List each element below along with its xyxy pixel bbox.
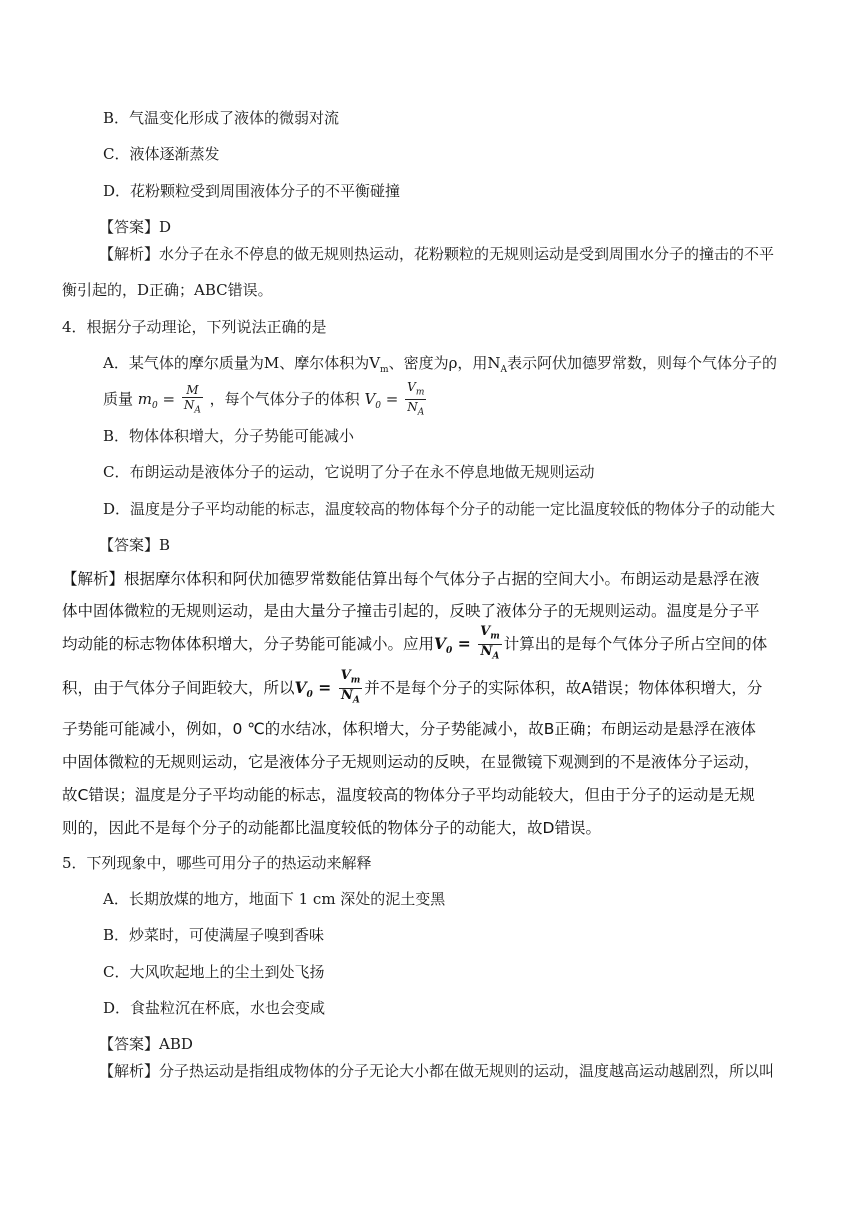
q4-option-b: B．物体体积增大，分子势能可能减小 <box>103 427 355 445</box>
q5-option-b: B．炒菜时，可使满屋子嗅到香味 <box>103 926 325 944</box>
q4-option-a-text-2b: ，每个气体分子的体积 <box>209 389 360 408</box>
mass-fraction: $\frac{M}{N_A}$ <box>183 382 201 416</box>
q4-analysis-line-4: 积，由于气体分子间距较大，所以$V_0$ = $\frac{V_m}{N_A}$ 并不是每个分子的实际体积，故A错误；物体体积增大，分 <box>62 668 763 706</box>
q5-stem: 5．下列现象中，哪些可用分子的热运动来解释 <box>62 854 372 872</box>
q4-analysis-line-1: 【解析】根据摩尔体积和阿伏加德罗常数能估算出每个气体分子占据的空间大小。布朗运动是悬浮在液 <box>62 570 760 588</box>
volume-fraction: $\frac{V_m}{N_A}$ <box>407 380 425 418</box>
analysis-formula-1: $V_0$ = <box>434 634 477 657</box>
q4-option-c: C．布朗运动是液体分子的运动，它说明了分子在永不停息地做无规则运动 <box>103 463 595 481</box>
q4-stem: 4．根据分子动理论，下列说法正确的是 <box>62 318 327 336</box>
q5-option-a: A．长期放煤的地方，地面下 1 cm 深处的泥土变黑 <box>103 890 446 908</box>
q5-analysis-line-1: 【解析】分子热运动是指组成物体的分子无论大小都在做无规则的运动，温度越高运动越剧烈，所以叫 <box>99 1062 775 1080</box>
q3-option-b: B．气温变化形成了液体的微弱对流 <box>103 109 340 127</box>
q3-option-c: C．液体逐渐蒸发 <box>103 145 220 163</box>
mass-formula: $m_0$ = <box>137 389 180 411</box>
q4-option-a-text-1c: 表示阿伏加德罗常数，则每个气体分子的 <box>507 354 778 372</box>
analysis-fraction-2: $\frac{V_m}{N_A}$ <box>340 668 361 706</box>
q4-option-a-text-1b: 、密度为ρ，用N <box>388 354 501 372</box>
q3-answer: 【答案】D <box>99 218 172 236</box>
q4-analysis-line-7: 故C错误；温度是分子平均动能的标志，温度较高的物体分子平均动能较大，但由于分子的运动是无规 <box>62 786 755 804</box>
q4-analysis-line-8: 则的，因此不是每个分子的动能都比温度较低的物体分子的动能大，故D错误。 <box>62 819 601 837</box>
q5-answer: 【答案】ABD <box>99 1035 193 1053</box>
q4-sub-a: A <box>500 365 508 375</box>
q5-option-c: C．大风吹起地上的尘土到处飞扬 <box>103 963 325 981</box>
analysis-fraction-1: $\frac{V_m}{N_A}$ <box>480 624 500 662</box>
q4-option-d: D．温度是分子平均动能的标志，温度较高的物体每个分子的动能一定比温度较低的物体分子的动能大 <box>103 500 776 518</box>
q4-analysis-line-3: 均动能的标志物体体积增大，分子势能可能减小。应用$V_0$ = $\frac{V_m}{N_A}$ 计算出的是每个气体分子所占空间的体 <box>62 624 768 662</box>
q5-option-d: D．食盐粒沉在杯底，水也会变咸 <box>103 999 326 1017</box>
volume-formula: $V_0$ = <box>364 389 404 411</box>
q4-analysis-line-6: 中固体微粒的无规则运动，它是液体分子无规则运动的反映，在显微镜下观测到的不是液体分子运动， <box>62 753 760 771</box>
q4-answer: 【答案】B <box>99 536 171 554</box>
q4-sub-m: m <box>380 365 389 375</box>
q4-option-a-text-1: A．某气体的摩尔质量为M、摩尔体积为V <box>103 354 381 372</box>
q3-analysis-line-2: 衡引起的，D正确；ABC错误。 <box>62 281 273 299</box>
q4-option-a-text-2a: 质量 <box>103 389 134 408</box>
q4-option-a-line-1 <box>103 353 777 380</box>
q4-option-a-line-2 <box>103 380 428 424</box>
q4-analysis-line-5: 子势能可能减小，例如，0 ℃的水结冰，体积增大，分子势能减小，故B正确；布朗运动是悬浮在液体 <box>62 720 756 738</box>
analysis-formula-2: $V_0$ = <box>294 678 337 701</box>
q3-option-d: D．花粉颗粒受到周围液体分子的不平衡碰撞 <box>103 182 401 200</box>
q4-analysis-line-2: 体中固体微粒的无规则运动，是由大量分子撞击引起的，反映了液体分子的无规则运动。温度是分子平 <box>62 602 760 620</box>
q3-analysis-line-1: 【解析】水分子在永不停息的做无规则热运动，花粉颗粒的无规则运动是受到周围水分子的撞击的不平 <box>99 245 775 263</box>
